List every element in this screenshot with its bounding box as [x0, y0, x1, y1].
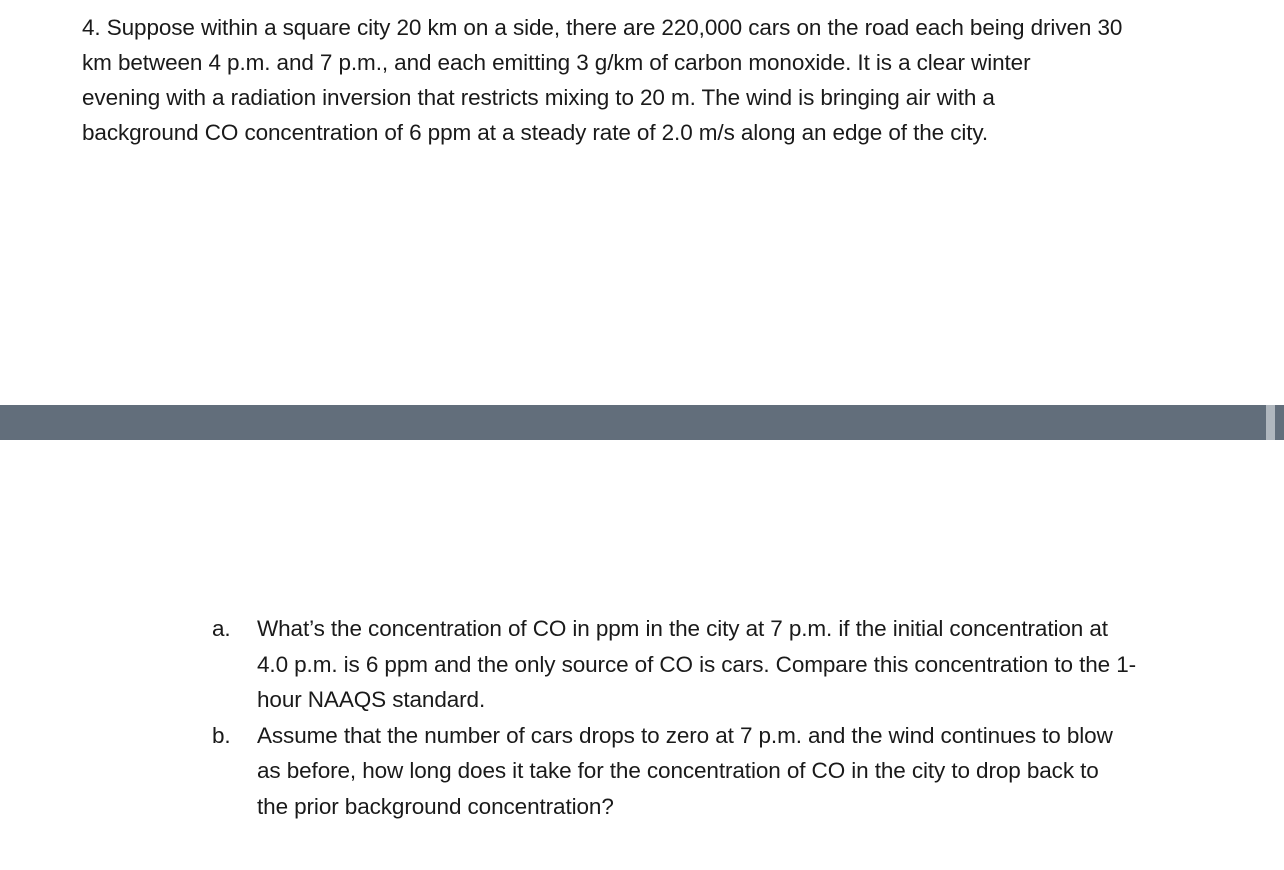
question-line: as before, how long does it take for the concentration of CO in the city to drop back to	[257, 758, 1099, 783]
question-b	[0, 718, 1284, 825]
scrollbar-thumb[interactable]	[1266, 405, 1275, 440]
question-line: What’s the concentration of CO in ppm in the city at 7 p.m. if the initial concentration at	[257, 616, 1108, 641]
problem-line: evening with a radiation inversion that restricts mixing to 20 m. The wind is bringing air with a	[82, 85, 995, 110]
problem-line: km between 4 p.m. and 7 p.m., and each emitting 3 g/km of carbon monoxide. It is a clear winter	[82, 50, 1031, 75]
list-marker: a.	[212, 616, 231, 641]
question-text	[257, 611, 1247, 718]
page-divider-bar	[0, 405, 1284, 440]
question-line: hour NAAQS standard.	[257, 687, 486, 712]
question-list	[0, 611, 1284, 824]
problem-statement	[82, 10, 1242, 150]
question-line: 4.0 p.m. is 6 ppm and the only source of CO is cars. Compare this concentration to the 1-	[257, 651, 1137, 677]
question-a	[0, 611, 1284, 718]
problem-line: 4. Suppose within a square city 20 km on a side, there are 220,000 cars on the road each being driven 30	[82, 15, 1123, 40]
question-text	[257, 718, 1247, 825]
list-marker: b.	[212, 722, 231, 748]
problem-line: background CO concentration of 6 ppm at a steady rate of 2.0 m/s along an edge of the city.	[82, 120, 989, 145]
question-line: the prior background concentration?	[257, 793, 614, 819]
question-line: Assume that the number of cars drops to zero at 7 p.m. and the wind continues to blow	[257, 722, 1113, 748]
